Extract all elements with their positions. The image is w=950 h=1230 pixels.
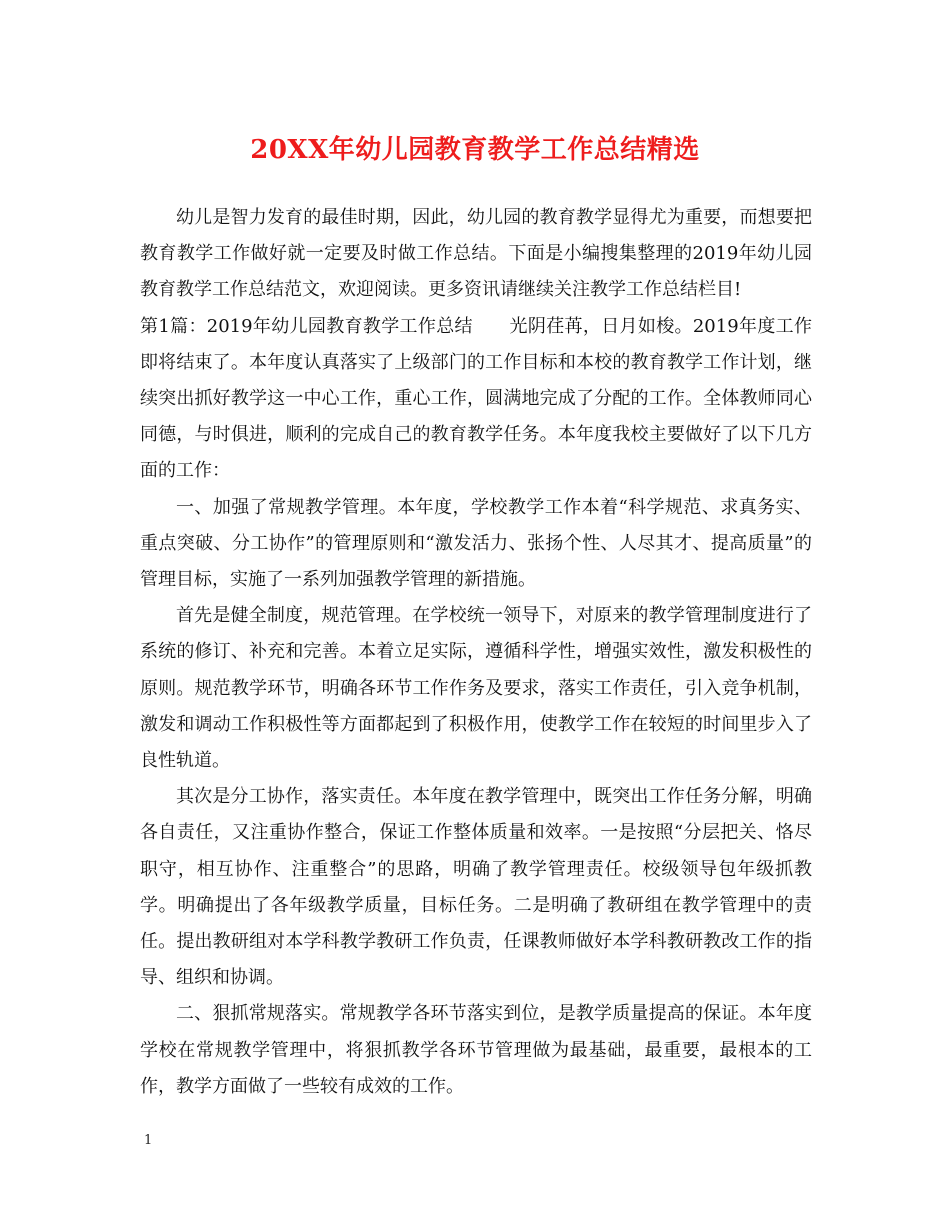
paragraph-chapter-1: 第1篇：2019年幼儿园教育教学工作总结 光阴荏苒，日月如梭。2019年度工作即将结束了。本年度认真落实了上级部门的工作目标和本校的教育教学工作计划，继续突出抓好教学这一中心工作，重心工作，圆满地完成了分配的工作。全体教师同心同德，与时俱进，顺利的完成自己的教育教学任务。本年度我校主要做好了以下几方面的工作：: [140, 315, 812, 482]
document-body: [140, 200, 812, 1105]
paragraph-section-1-b: 其次是分工协作，落实责任。本年度在教学管理中，既突出工作任务分解，明确各自责任，又注重协作整合，保证工作整体质量和效率。一是按照“分层把关、恪尽职守，相互协作、注重整合”的思路，明确了教学管理责任。校级领导包年级抓教学。明确提出了各年级教学质量，目标任务。二是明确了教研组在教学管理中的责任。提出教研组对本学科教学教研工作负责，任课教师做好本学科教研教改工作的指导、组织和协调。: [140, 786, 812, 989]
paragraph-section-1-a: 首先是健全制度，规范管理。在学校统一领导下，对原来的教学管理制度进行了系统的修订、补充和完善。本着立足实际，遵循科学性，增强实效性，激发积极性的原则。规范教学环节，明确各环节工作作务及要求，落实工作责任，引入竞争机制，激发和调动工作积极性等方面都起到了积极作用，使教学工作在较短的时间里步入了良性轨道。: [140, 605, 812, 772]
document-title: 20XX年幼儿园教育教学工作总结精选: [250, 135, 700, 165]
page-number: 1: [144, 1133, 153, 1148]
paragraph-intro: 幼儿是智力发育的最佳时期，因此，幼儿园的教育教学显得尤为重要，而想要把教育教学工作做好就一定要及时做工作总结。下面是小编搜集整理的2019年幼儿园教育教学工作总结范文，欢迎阅读。更多资讯请继续关注教学工作总结栏目!: [140, 207, 812, 301]
paragraph-section-2: 二、狠抓常规落实。常规教学各环节落实到位，是教学质量提高的保证。本年度学校在常规教学管理中，将狠抓教学各环节管理做为最基础，最重要，最根本的工作，教学方面做了一些较有成效的工作。: [140, 1003, 812, 1097]
paragraph-section-1: 一、加强了常规教学管理。本年度，学校教学工作本着“科学规范、求真务实、重点突破、分工协作”的管理原则和“激发活力、张扬个性、人尽其才、提高质量”的管理目标，实施了一系列加强教学管理的新措施。: [140, 496, 812, 591]
